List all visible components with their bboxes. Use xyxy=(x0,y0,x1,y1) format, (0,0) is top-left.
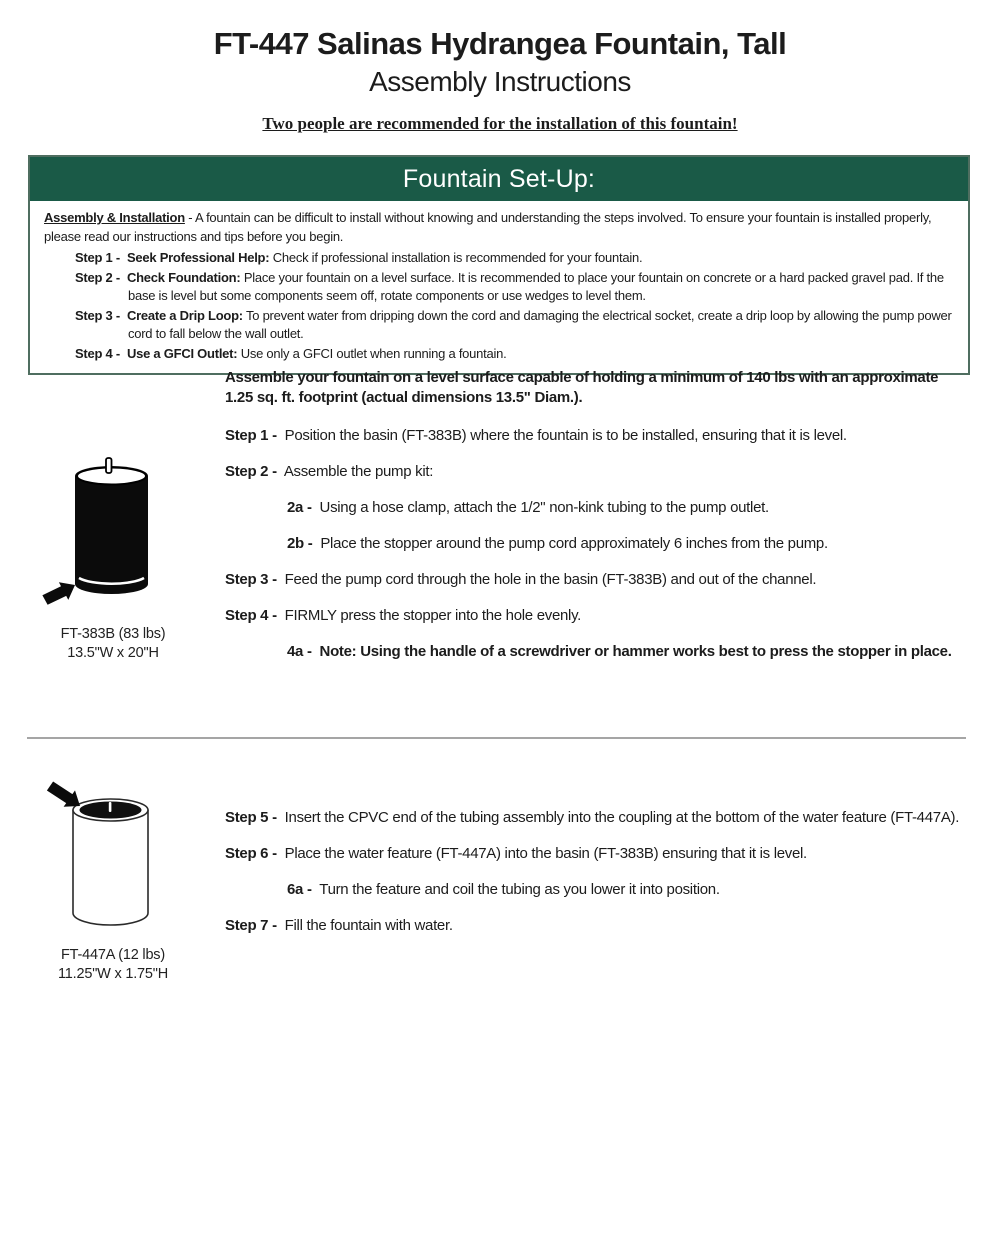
step-text: Check if professional installation is recommended for your fountain. xyxy=(272,250,643,265)
setup-step-4 xyxy=(75,345,954,364)
assembly-step-4a-note xyxy=(287,642,960,662)
setup-step-3 xyxy=(75,307,954,344)
step-label: Create a Drip Loop: xyxy=(126,307,243,323)
step-number: Step 3 - xyxy=(225,571,277,588)
assembly-installation-label: Assembly & Installation xyxy=(44,210,185,225)
step-number: 4a - xyxy=(287,643,312,660)
step-text: To prevent water from dripping down the cord and damaging the electrical socket, create a drip loop by allowing the pump power cord to fall below the wall outlet. xyxy=(128,307,952,341)
step-label: Check Foundation: xyxy=(126,269,241,285)
basin-illustration xyxy=(42,450,157,608)
arrow-icon xyxy=(47,782,80,807)
assembly-step-2b xyxy=(287,534,960,554)
step-label: Use a GFCI Outlet: xyxy=(126,345,238,361)
step-number: 2a - xyxy=(287,499,312,516)
assembly-step-6 xyxy=(225,844,960,864)
assembly-section-1 xyxy=(225,368,960,678)
feature-caption-line2: 11.25"W x 1.75"H xyxy=(58,966,168,982)
step-text: Place the stopper around the pump cord approximately 6 inches from the pump. xyxy=(320,535,828,552)
assembly-step-5 xyxy=(225,808,960,828)
assembly-step-3 xyxy=(225,570,960,590)
assembly-step-4 xyxy=(225,606,960,626)
step-text: Insert the CPVC end of the tubing assembly into the coupling at the bottom of the water feature (FT-447A). xyxy=(284,809,960,826)
assembly-intro: Assemble your fountain on a level surface capable of holding a minimum of 140 lbs with an approximate 1.25 sq. ft. footprint (actual dimensions 13.5" Diam.). xyxy=(225,369,939,406)
step-number: Step 6 - xyxy=(225,845,277,862)
step-number: 6a - xyxy=(287,881,312,898)
step-text: Position the basin (FT-383B) where the fountain is to be installed, ensuring that it is level. xyxy=(284,427,847,444)
step-number: 2b - xyxy=(287,535,313,552)
assembly-step-2a xyxy=(287,498,960,518)
step-number: Step 3 - xyxy=(75,307,120,323)
step-text: Use only a GFCI outlet when running a fountain. xyxy=(240,345,507,361)
step-number: Step 5 - xyxy=(225,809,277,826)
feature-caption-line1: FT-447A (12 lbs) xyxy=(61,947,165,963)
setup-box-body xyxy=(30,201,968,373)
step-text: Note: Using the handle of a screwdriver or hammer works best to press the stopper in place. xyxy=(319,643,952,660)
step-text: Turn the feature and coil the tubing as you lower it into position. xyxy=(319,881,720,898)
assembly-installation-text: - A fountain can be difficult to install without knowing and understanding the steps involved. To ensure your fountain is installed properly, please read our instructions and tips before you begin. xyxy=(44,210,932,244)
water-feature-illustration xyxy=(40,780,160,938)
assembly-step-6a xyxy=(287,880,960,900)
step-text: Assemble the pump kit: xyxy=(283,463,434,480)
setup-step-2 xyxy=(75,269,954,306)
setup-box-header xyxy=(30,157,968,201)
setup-box-title: Fountain Set-Up: xyxy=(402,164,596,193)
step-number: Step 2 - xyxy=(75,269,120,285)
section-divider xyxy=(27,737,966,739)
assembly-step-1 xyxy=(225,426,960,446)
basin-notch xyxy=(106,458,112,473)
water-feature-caption xyxy=(28,946,198,984)
step-text: Place your fountain on a level surface. It is recommended to place your fountain on concrete or a hard packed gravel pad. If the base is level but some components seem off, rotate components or use wedges to level them. xyxy=(128,269,944,303)
step-text: Place the water feature (FT-447A) into the basin (FT-383B) ensuring that it is level. xyxy=(284,845,807,862)
page-subtitle: Assembly Instructions xyxy=(369,66,631,97)
step-number: Step 4 - xyxy=(225,607,277,624)
step-number: Step 1 - xyxy=(225,427,277,444)
step-text: Using a hose clamp, attach the 1/2" non-kink tubing to the pump outlet. xyxy=(319,499,769,516)
step-text: FIRMLY press the stopper into the hole evenly. xyxy=(284,607,582,624)
basin-caption-line1: FT-383B (83 lbs) xyxy=(60,626,166,642)
fountain-setup-box xyxy=(28,155,970,375)
feature-body xyxy=(73,810,148,925)
feature-slit xyxy=(109,802,112,812)
step-number: Step 4 - xyxy=(75,345,120,361)
assembly-installation-paragraph xyxy=(44,209,954,246)
two-people-notice: Two people are recommended for the installation of this fountain! xyxy=(262,114,738,133)
assembly-step-2 xyxy=(225,462,960,482)
assembly-step-7 xyxy=(225,916,960,936)
setup-step-1 xyxy=(75,249,954,268)
arrow-icon xyxy=(42,582,75,605)
step-number: Step 2 - xyxy=(225,463,277,480)
basin-caption-line2: 13.5"W x 20"H xyxy=(67,645,159,661)
step-text: Fill the fountain with water. xyxy=(284,917,453,934)
step-number: Step 7 - xyxy=(225,917,277,934)
step-number: Step 1 - xyxy=(75,250,120,265)
step-text: Feed the pump cord through the hole in the basin (FT-383B) and out of the channel. xyxy=(284,571,817,588)
assembly-section-2 xyxy=(225,808,960,952)
step-label: Seek Professional Help: xyxy=(126,250,270,265)
page-title: FT-447 Salinas Hydrangea Fountain, Tall xyxy=(213,26,787,61)
basin-caption xyxy=(28,625,198,663)
